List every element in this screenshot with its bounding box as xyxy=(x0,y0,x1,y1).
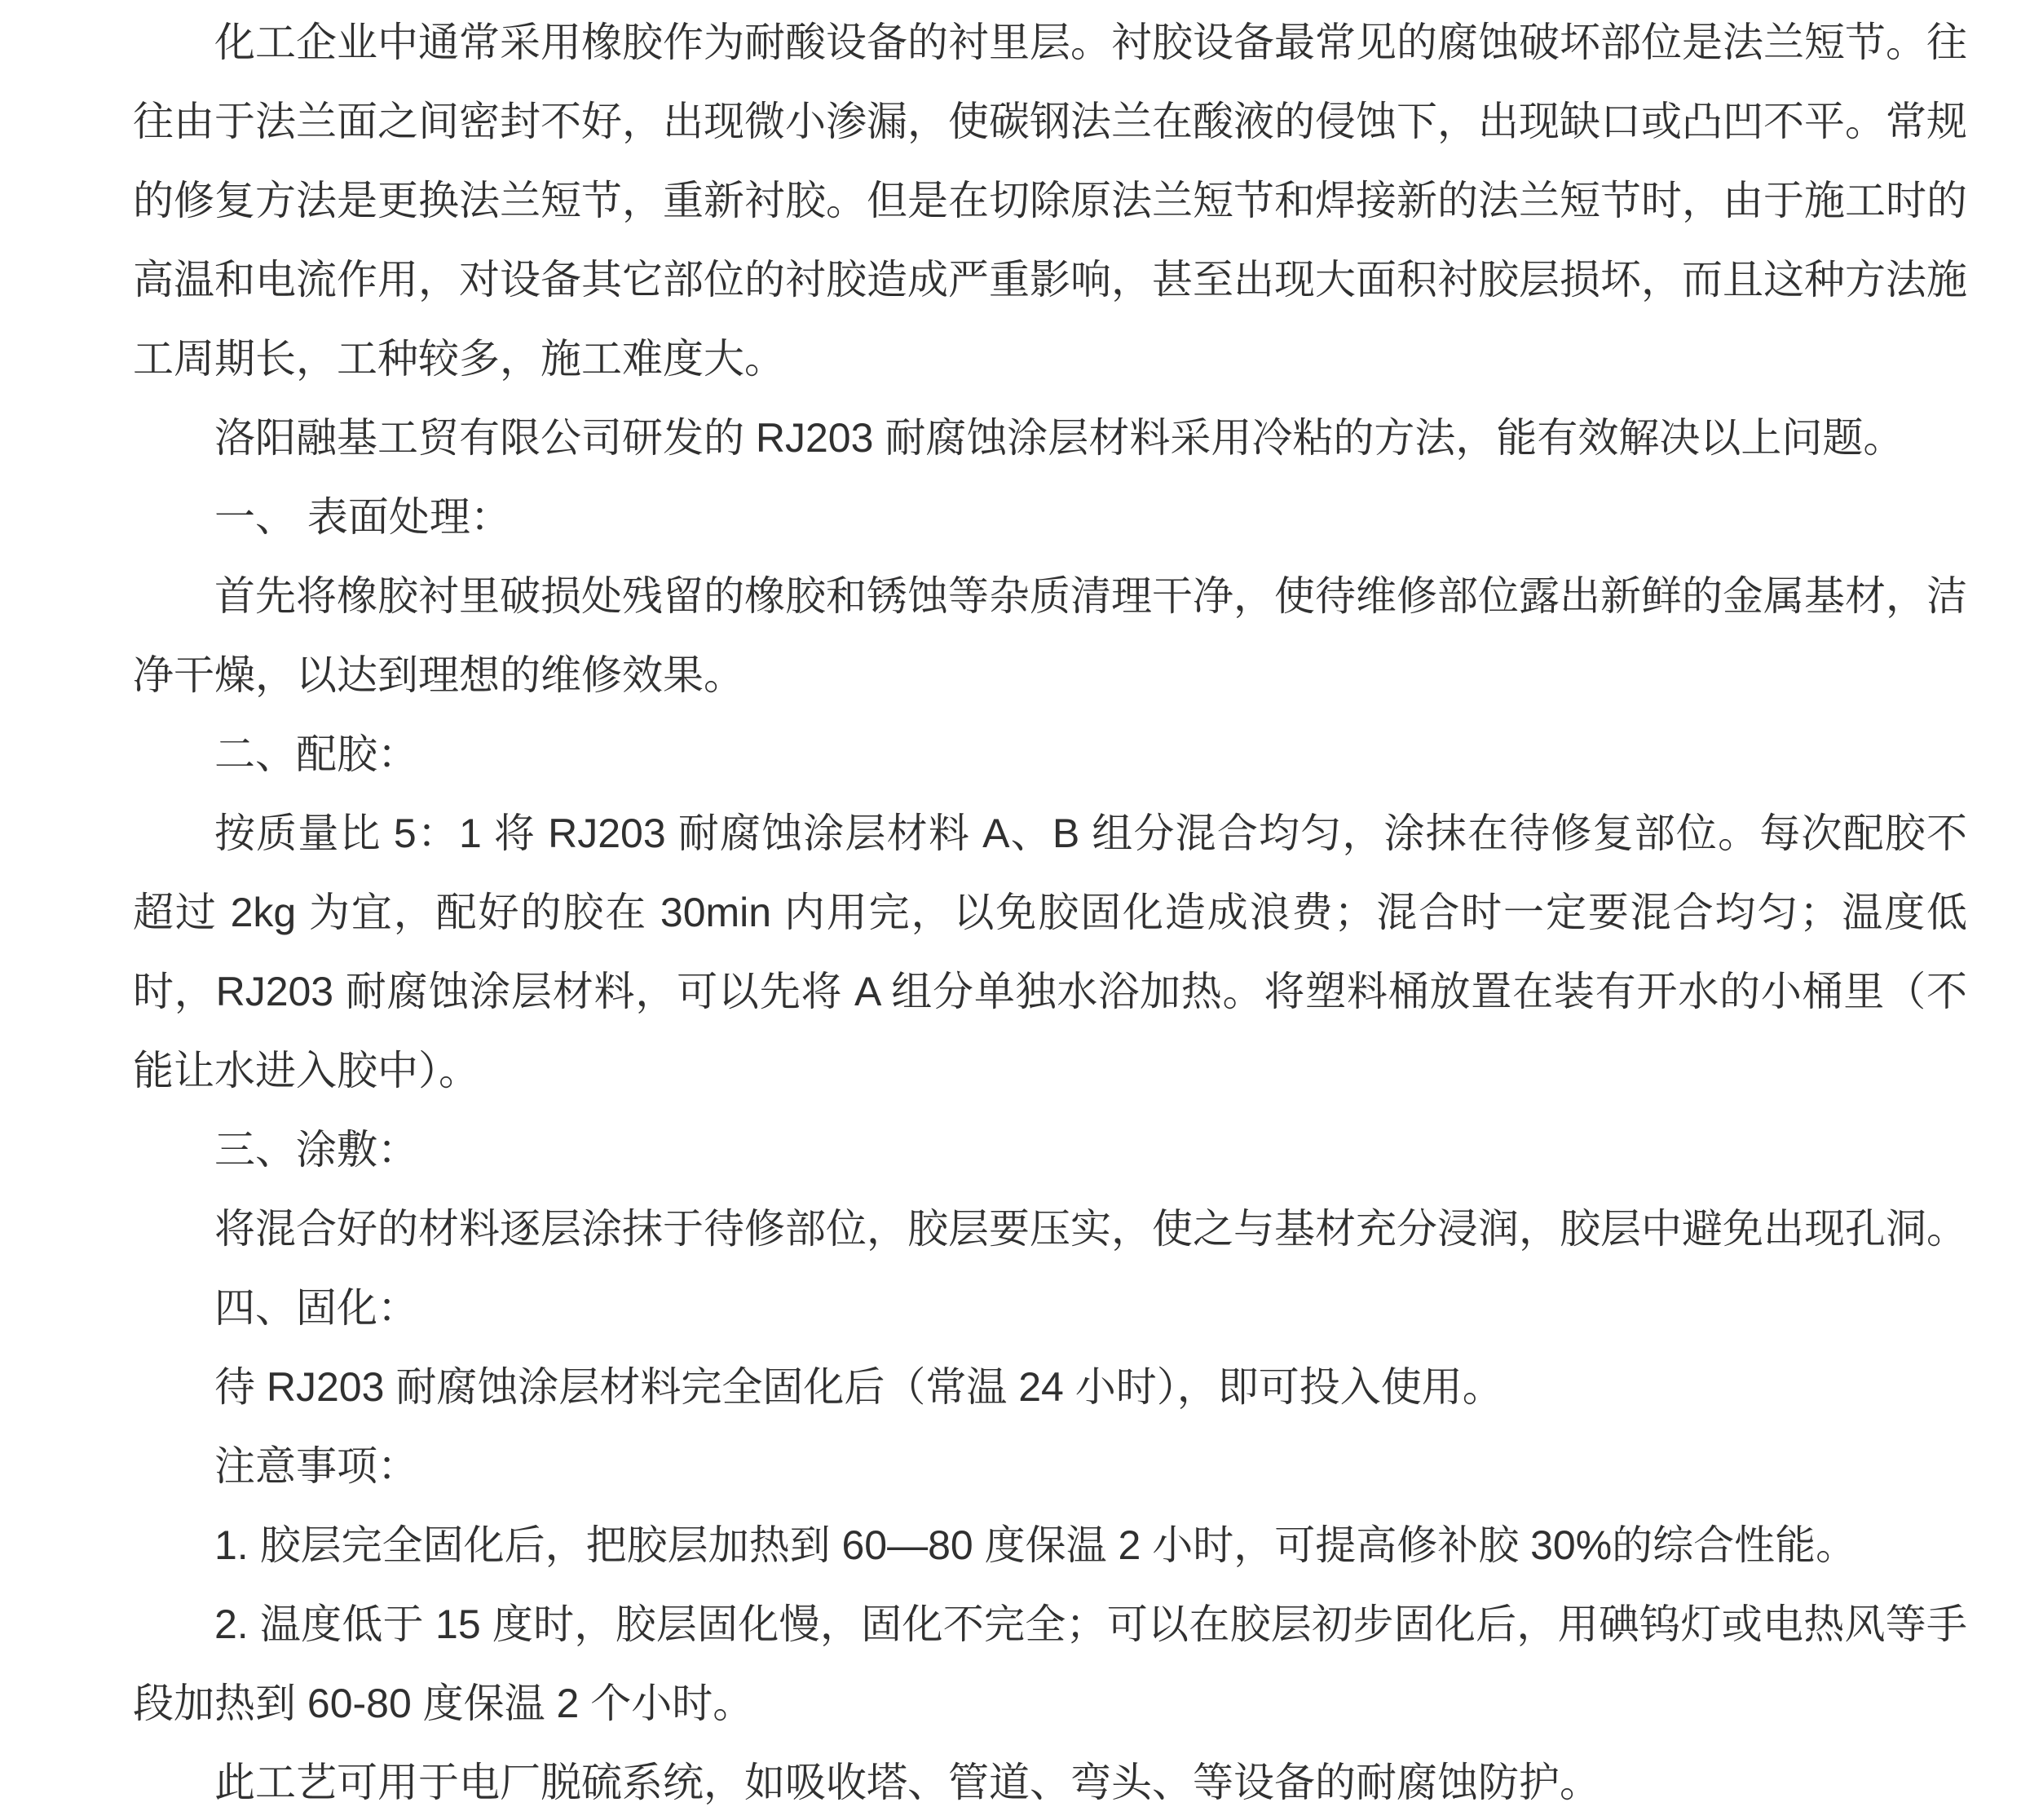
section-3-body: 将混合好的材料逐层涂抹于待修部位，胶层要压实，使之与基材充分浸润，胶层中避免出现孔洞。 xyxy=(214,1206,1967,1252)
note-2: 2. 温度低于 15 度时，胶层固化慢，固化不完全；可以在胶层初步固化后，用碘钨灯或电热风等手段加热到 60-80 度保温 2 个小时。 xyxy=(133,1601,1967,1726)
notes-heading: 注意事项： xyxy=(214,1443,418,1489)
section-3-heading: 三、涂敷： xyxy=(214,1127,418,1173)
section-1-body: 首先将橡胶衬里破损处残留的橡胶和锈蚀等杂质清理干净，使待维修部位露出新鲜的金属基材，洁净干燥，以达到理想的维修效果。 xyxy=(133,573,1967,698)
document-body xyxy=(133,3,1967,1820)
intro-paragraph: 化工企业中通常采用橡胶作为耐酸设备的衬里层。衬胶设备最常见的腐蚀破坏部位是法兰短节。往往由于法兰面之间密封不好，出现微小渗漏，使碳钢法兰在酸液的侵蚀下，出现缺口或凸凹不平。常规的修复方法是更换法兰短节，重新衬胶。但是在切除原法兰短节和焊接新的法兰短节时，由于施工时的高温和电流作用，对设备其它部位的衬胶造成严重影响，甚至出现大面积衬胶层损坏，而且这种方法施工周期长，工种较多，施工难度大。 xyxy=(133,20,1967,382)
section-4-heading: 四、固化： xyxy=(214,1285,418,1331)
section-2-heading: 二、配胶： xyxy=(214,731,418,777)
section-1-heading: 一、 表面处理： xyxy=(214,494,511,540)
section-4-body: 待 RJ203 耐腐蚀涂层材料完全固化后（常温 24 小时），即可投入使用。 xyxy=(214,1364,1503,1410)
company-paragraph: 洛阳融基工贸有限公司研发的 RJ203 耐腐蚀涂层材料采用冷粘的方法，能有效解决以上问题。 xyxy=(214,415,1904,461)
section-2-body: 按质量比 5：1 将 RJ203 耐腐蚀涂层材料 A、B 组分混合均匀，涂抹在待修复部位。每次配胶不超过 2kg 为宜，配好的胶在 30min 内用完，以免胶固化造成浪费；混合时一定要混合均匀；温度低时，RJ203 耐腐蚀涂层材料，可以先将 A 组分单独水浴加热。将塑料桶放置在装有开水的小桶里（不能让水进入胶中）。 xyxy=(133,811,1967,1093)
note-1: 1. 胶层完全固化后，把胶层加热到 60—80 度保温 2 小时，可提高修补胶 30%的综合性能。 xyxy=(214,1522,1857,1568)
application-paragraph: 此工艺可用于电厂脱硫系统，如吸收塔、管道、弯头、等设备的耐腐蚀防护。 xyxy=(214,1760,1600,1805)
